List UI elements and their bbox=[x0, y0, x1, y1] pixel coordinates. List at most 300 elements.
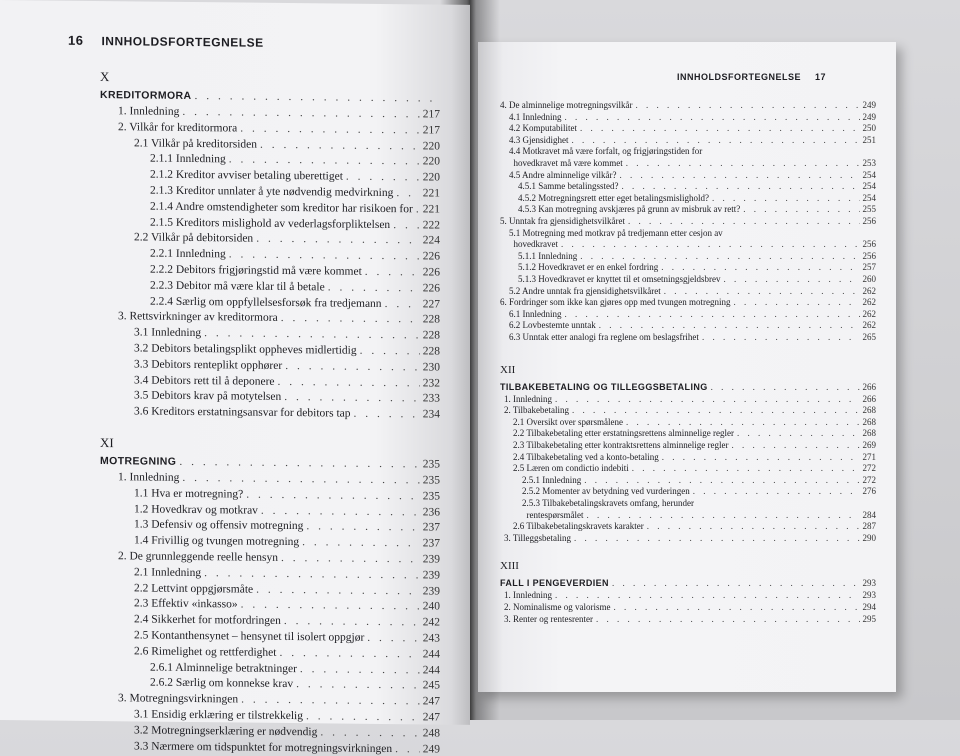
toc-entry-page: 239 bbox=[422, 585, 440, 598]
toc-entry-label: 4.5 Andre alminnelige vilkår? bbox=[509, 169, 617, 180]
toc-leader-dots bbox=[281, 552, 420, 565]
toc-entry-page: 224 bbox=[422, 234, 440, 247]
toc-leader-dots bbox=[279, 647, 419, 660]
toc-entry-page: 243 bbox=[422, 632, 440, 645]
toc-leader-dots bbox=[179, 456, 419, 471]
toc-entry bbox=[134, 342, 440, 357]
toc-leader-dots bbox=[662, 452, 860, 462]
toc-leader-dots bbox=[733, 297, 859, 307]
toc-entry-page: 260 bbox=[862, 274, 876, 284]
toc-leader-dots bbox=[693, 486, 860, 496]
toc-entry-label: 1. Innledning bbox=[504, 393, 552, 404]
toc-entry bbox=[522, 486, 876, 496]
right-page bbox=[478, 42, 896, 692]
toc-entry-label: 1.1 Hva er motregning? bbox=[134, 487, 244, 501]
toc-entry bbox=[509, 228, 876, 238]
toc-entry-page: 240 bbox=[422, 600, 440, 613]
toc-leader-dots bbox=[647, 521, 860, 531]
toc-leader-dots bbox=[572, 135, 860, 145]
toc-entry-label: hovedkravet bbox=[513, 239, 558, 250]
toc-leader-dots bbox=[572, 405, 860, 415]
toc-leader-dots bbox=[360, 345, 420, 358]
toc-entry-page: 222 bbox=[422, 219, 440, 232]
toc-entry-label: 4.5.1 Samme betalingssted? bbox=[518, 181, 619, 192]
toc-leader-dots bbox=[240, 122, 420, 136]
toc-entry-label: 3.2 Debitors betalingsplikt oppheves midlertidig bbox=[134, 342, 357, 357]
toc-entry-label: 3. Motregningsvirkningen bbox=[118, 692, 239, 706]
chapter-title-row bbox=[100, 455, 440, 471]
toc-entry-page: 217 bbox=[422, 124, 440, 137]
toc-entry-page: 247 bbox=[422, 711, 440, 724]
toc-leader-dots bbox=[395, 743, 420, 755]
toc-leader-dots bbox=[396, 187, 419, 199]
toc-entry-label: 2.5.1 Innledning bbox=[522, 474, 582, 485]
toc-entry-page: 230 bbox=[422, 361, 440, 374]
toc-entry-label: 1.4 Frivillig og tvungen motregning bbox=[134, 534, 300, 549]
toc-entry-page: 266 bbox=[862, 393, 876, 404]
toc-leader-dots bbox=[619, 170, 859, 180]
toc-entry-page: 234 bbox=[422, 408, 440, 421]
toc-entry-label: 1. Innledning bbox=[504, 590, 552, 601]
toc-entry-page: 217 bbox=[422, 108, 440, 121]
toc-entry-label: 2.5 Kontanthensynet – hensynet til isolert oppgjør bbox=[134, 629, 365, 644]
toc-entry-page: 293 bbox=[862, 590, 876, 601]
toc-entry bbox=[522, 498, 876, 508]
toc-leader-dots bbox=[261, 504, 420, 518]
toc-entry-label: 4.1 Innledning bbox=[509, 111, 562, 122]
toc-entry-page: 235 bbox=[422, 490, 440, 503]
toc-entry-page: 272 bbox=[862, 463, 876, 474]
toc-entry bbox=[118, 550, 440, 565]
toc-entry-page: 220 bbox=[422, 155, 440, 168]
toc-entry-label: 4.5.2 Motregningsrett etter eget betalingsmislighold? bbox=[518, 192, 709, 203]
toc-entry-label: 4.4 Motkravet må være forfalt, og frigjøringstiden for bbox=[509, 146, 703, 157]
toc-entry bbox=[500, 216, 876, 226]
toc-entry bbox=[150, 153, 440, 168]
toc-entry bbox=[118, 692, 440, 707]
toc-entry-label: 2.2 Vilkår på debitorsiden bbox=[134, 231, 254, 246]
toc-entry bbox=[150, 200, 440, 215]
toc-entry bbox=[509, 309, 876, 319]
toc-entry-label: 5.1.3 Hovedkravet er knyttet til et omsetningsgjeldsbrev bbox=[518, 274, 721, 284]
toc-entry-page: 287 bbox=[862, 521, 876, 532]
toc-entry-label: 5.1.2 Hovedkravet er en enkel fordring bbox=[518, 262, 659, 273]
toc-entry-label: 2.6 Rimelighet og rettferdighet bbox=[134, 645, 277, 659]
chapter-title: FALL I PENGEVERDIEN bbox=[500, 578, 609, 589]
toc-entry-label: 5. Unntak fra gjensidighetsvilkåret bbox=[500, 216, 625, 226]
toc-entry-label: 2.1 Innledning bbox=[134, 566, 202, 579]
toc-leader-dots bbox=[328, 281, 420, 294]
toc-entry-label: 2.2.2 Debitors frigjøringstid må være kommet bbox=[150, 263, 362, 278]
toc-leader-dots bbox=[256, 583, 420, 597]
toc-entry bbox=[513, 428, 876, 438]
toc-leader-dots bbox=[246, 488, 420, 502]
toc-leader-dots bbox=[565, 112, 860, 122]
toc-entry bbox=[150, 295, 440, 310]
toc-entry-page: 251 bbox=[862, 134, 876, 145]
toc-leader-dots bbox=[723, 274, 859, 284]
toc-entry-page: 233 bbox=[422, 392, 440, 405]
toc-leader-dots bbox=[281, 312, 420, 325]
toc-leader-dots bbox=[300, 663, 420, 676]
toc-entry-label: 2.6.2 Særlig om konnekse krav bbox=[150, 676, 294, 691]
toc-leader-dots bbox=[584, 475, 859, 485]
chapter-title: TILBAKEBETALING OG TILLEGGSBETALING bbox=[500, 381, 708, 392]
toc-entry bbox=[509, 332, 876, 342]
toc-entry-page: 253 bbox=[862, 158, 876, 168]
chapter-title-page: 235 bbox=[422, 458, 440, 471]
toc-leader-dots bbox=[195, 90, 437, 105]
toc-entry bbox=[513, 440, 876, 450]
toc-leader-dots bbox=[621, 181, 859, 191]
toc-entry-page: 268 bbox=[862, 428, 876, 439]
toc-entry-label: 2.4 Sikkerhet for motfordringen bbox=[134, 613, 281, 628]
toc-entry bbox=[150, 248, 440, 263]
toc-entry-label: 3.1 Ensidig erklæring er tilstrekkelig bbox=[134, 708, 303, 723]
toc-entry bbox=[134, 232, 440, 247]
toc-entry-page: 268 bbox=[862, 405, 876, 416]
toc-entry bbox=[504, 590, 876, 600]
chapter-title: KREDITORMORA bbox=[100, 89, 192, 103]
toc-entry-label: 2.1.2 Kreditor avviser betaling uberettiget bbox=[150, 168, 343, 183]
toc-entry-page: 257 bbox=[862, 262, 876, 273]
chapter-number: XII bbox=[500, 363, 516, 376]
toc-entry-label: 1. Innledning bbox=[118, 105, 180, 118]
toc-entry bbox=[134, 582, 440, 597]
toc-entry-label: 2.1.5 Kreditors mislighold av vederlagsforpliktelsen bbox=[150, 216, 391, 231]
toc-entry bbox=[518, 193, 876, 203]
toc-entry-page: 227 bbox=[422, 298, 440, 311]
left-running-head bbox=[68, 33, 264, 50]
toc-entry-label: 6.2 Lovbestemte unntak bbox=[509, 320, 596, 331]
chapter-title-page: 293 bbox=[862, 578, 876, 589]
toc-entry-page: 262 bbox=[862, 308, 876, 319]
toc-leader-dots bbox=[204, 327, 420, 341]
toc-entry-page: 232 bbox=[422, 377, 440, 390]
toc-entry-label: 2.1.1 Innledning bbox=[150, 152, 226, 166]
toc-leader-dots bbox=[260, 138, 420, 152]
toc-entry bbox=[509, 146, 876, 156]
right-running-head bbox=[677, 72, 826, 82]
toc-leader-dots bbox=[284, 391, 420, 404]
toc-entry-label: 3.1 Innledning bbox=[134, 326, 202, 340]
toc-entry-page: 250 bbox=[862, 123, 876, 134]
toc-leader-dots bbox=[182, 472, 419, 486]
toc-entry bbox=[522, 475, 876, 485]
toc-leader-dots bbox=[661, 262, 859, 272]
toc-leader-dots bbox=[393, 219, 420, 231]
toc-entry bbox=[134, 724, 440, 739]
toc-entry bbox=[134, 390, 440, 405]
toc-entry-page: 220 bbox=[422, 140, 440, 153]
chapter-number: XIII bbox=[500, 560, 519, 573]
toc-leader-dots bbox=[628, 216, 860, 226]
toc-entry-page: 221 bbox=[422, 203, 440, 216]
toc-entry bbox=[134, 598, 440, 613]
toc-entry-page: 247 bbox=[422, 695, 440, 708]
toc-entry-label: 4.3 Gjensidighet bbox=[509, 134, 569, 145]
toc-entry bbox=[504, 602, 876, 612]
toc-leader-dots bbox=[731, 440, 859, 450]
toc-entry bbox=[509, 320, 876, 330]
toc-leader-dots bbox=[241, 599, 420, 613]
toc-leader-dots bbox=[737, 428, 860, 438]
left-page-number: 16 bbox=[68, 32, 84, 48]
toc-entry-page: 265 bbox=[862, 332, 876, 342]
toc-entry bbox=[514, 239, 877, 249]
toc-entry bbox=[134, 358, 440, 373]
toc-leader-dots bbox=[626, 417, 860, 427]
toc-entry bbox=[509, 123, 876, 133]
toc-entry-label: 5.1 Motregning med motkrav på tredjemann etter cesjon av bbox=[509, 227, 723, 238]
toc-entry-page: 256 bbox=[862, 250, 876, 261]
toc-entry-page: 242 bbox=[422, 616, 440, 629]
toc-entry-page: 276 bbox=[862, 486, 876, 497]
toc-leader-dots bbox=[580, 123, 860, 133]
toc-entry bbox=[118, 121, 440, 136]
toc-leader-dots bbox=[561, 239, 860, 249]
toc-leader-dots bbox=[565, 309, 860, 319]
toc-entry-label: 2.5.3 Tilbakebetalingskravets omfang, herunder bbox=[522, 498, 694, 508]
toc-entry-label: 6.3 Unntak etter analogi fra reglene om beslagsfrihet bbox=[509, 332, 699, 342]
toc-entry bbox=[527, 510, 877, 520]
toc-entry bbox=[134, 645, 440, 660]
toc-entry-label: 3.5 Debitors krav på motytelsen bbox=[134, 389, 282, 404]
toc-entry-page: 255 bbox=[862, 204, 876, 215]
toc-entry-page: 239 bbox=[422, 553, 440, 566]
toc-entry-page: 239 bbox=[422, 569, 440, 582]
toc-leader-dots bbox=[385, 298, 420, 310]
toc-entry-page: 256 bbox=[862, 216, 876, 226]
toc-entry-label: 4. De alminnelige motregningsvilkår bbox=[500, 100, 633, 110]
toc-entry-page: 262 bbox=[862, 320, 876, 331]
toc-leader-dots bbox=[743, 204, 859, 214]
toc-entry bbox=[513, 463, 876, 473]
chapter-title-page: 266 bbox=[862, 381, 876, 392]
toc-entry-page: 290 bbox=[862, 532, 876, 543]
toc-leader-dots bbox=[320, 726, 419, 739]
toc-entry bbox=[118, 105, 440, 120]
toc-entry-page: 226 bbox=[422, 282, 440, 295]
toc-entry-page: 244 bbox=[422, 648, 440, 661]
toc-entry-label: 2.6.1 Alminnelige betraktninger bbox=[150, 661, 297, 675]
toc-entry-page: 245 bbox=[422, 679, 440, 692]
toc-entry bbox=[150, 677, 440, 692]
toc-leader-dots bbox=[278, 376, 420, 389]
toc-entry-page: 228 bbox=[422, 345, 440, 358]
toc-entry-page: 220 bbox=[422, 171, 440, 184]
toc-entry bbox=[134, 614, 440, 629]
toc-entry-label: 2.2 Lettvint oppgjørsmåte bbox=[134, 581, 254, 596]
right-running-head-title: INNHOLDSFORTEGNELSE bbox=[676, 72, 801, 82]
toc-leader-dots bbox=[182, 106, 419, 120]
toc-entry-label: 2.2 Tilbakebetaling etter erstatningsrettens alminnelige regler bbox=[513, 428, 734, 439]
toc-entry-page: 249 bbox=[862, 100, 876, 110]
toc-entry bbox=[150, 264, 440, 279]
toc-leader-dots bbox=[346, 171, 420, 184]
toc-entry-page: 226 bbox=[422, 250, 440, 263]
toc-entry bbox=[134, 708, 440, 723]
toc-entry-label: 2.1 Oversikt over spørsmålene bbox=[513, 416, 623, 427]
toc-leader-dots bbox=[229, 154, 420, 168]
toc-entry-page: 295 bbox=[862, 613, 876, 624]
toc-entry-label: 2.4 Tilbakebetaling ved a konto-betaling bbox=[513, 451, 659, 462]
toc-entry-page: 262 bbox=[862, 297, 876, 308]
toc-entry-label: 2.2.4 Særlig om oppfyllelsesforsøk fra tredjemann bbox=[150, 295, 382, 310]
toc-entry-label: 3.2 Motregningserklæring er nødvendig bbox=[134, 724, 318, 739]
toc-entry-page: 294 bbox=[862, 602, 876, 612]
toc-entry bbox=[150, 169, 440, 184]
toc-entry-page: 235 bbox=[422, 474, 440, 487]
toc-entry-label: 3.6 Kreditors erstatningsansvar for debitors tap bbox=[134, 405, 351, 420]
toc-entry-page: 256 bbox=[862, 239, 876, 250]
toc-entry-page: 237 bbox=[422, 521, 440, 534]
toc-entry bbox=[504, 533, 876, 543]
toc-entry bbox=[514, 158, 877, 168]
toc-entry-label: 1.3 Defensiv og offensiv motregning bbox=[134, 518, 304, 533]
toc-entry bbox=[134, 327, 440, 342]
toc-entry-label: 3. Renter og rentesrenter bbox=[504, 613, 593, 624]
toc-entry-label: 2.2.1 Innledning bbox=[150, 247, 226, 261]
toc-entry bbox=[134, 503, 440, 518]
toc-entry-page: 262 bbox=[862, 285, 876, 296]
left-page bbox=[0, 0, 470, 756]
toc-entry-page: 254 bbox=[862, 169, 876, 180]
toc-entry bbox=[134, 535, 440, 550]
toc-entry bbox=[134, 740, 440, 755]
toc-entry bbox=[150, 279, 440, 294]
toc-entry bbox=[509, 112, 876, 122]
toc-leader-dots bbox=[256, 233, 420, 247]
toc-leader-dots bbox=[555, 394, 860, 404]
toc-leader-dots bbox=[296, 678, 420, 691]
toc-entry-label: 3.3 Debitors renteplikt opphører bbox=[134, 358, 283, 372]
toc-entry bbox=[118, 471, 440, 486]
toc-entry-label: rentespørsmålet bbox=[526, 509, 584, 520]
toc-leader-dots bbox=[204, 567, 420, 581]
toc-entry bbox=[518, 262, 876, 272]
toc-entry-label: hovedkravet må være kommet bbox=[513, 158, 623, 168]
toc-entry bbox=[518, 204, 876, 214]
toc-leader-dots bbox=[354, 408, 420, 421]
right-page-number: 17 bbox=[814, 72, 826, 82]
toc-entry-label: 3. Tilleggsbetaling bbox=[504, 532, 572, 543]
toc-entry bbox=[134, 374, 440, 389]
toc-entry bbox=[134, 487, 440, 502]
toc-entry bbox=[118, 311, 440, 326]
toc-entry-label: 2.3 Tilbakebetaling etter kontraktsrettens alminnelige regler bbox=[513, 440, 729, 450]
toc-entry-label: 2.2.3 Debitor må være klar til å betale bbox=[150, 279, 325, 294]
chapter-title-row bbox=[500, 382, 876, 392]
toc-entry-label: 2.5 Læren om condictio indebiti bbox=[513, 463, 629, 474]
toc-entry bbox=[513, 521, 876, 531]
toc-entry-page: 237 bbox=[422, 537, 440, 550]
toc-entry bbox=[504, 614, 876, 624]
toc-leader-dots bbox=[599, 320, 860, 330]
toc-leader-dots bbox=[712, 193, 860, 203]
toc-entry-page: 221 bbox=[422, 187, 440, 200]
toc-entry-label: 2.5.2 Momenter av betydning ved vurderingen bbox=[522, 486, 690, 497]
chapter-number: X bbox=[100, 69, 110, 85]
toc-leader-dots bbox=[284, 615, 420, 628]
left-running-head-title: INNHOLDSFORTEGNELSE bbox=[101, 34, 264, 50]
toc-entry-page: 272 bbox=[862, 474, 876, 485]
toc-entry-label: 2. Nominalisme og valorisme bbox=[504, 602, 611, 612]
toc-entry bbox=[504, 394, 876, 404]
toc-entry bbox=[513, 417, 876, 427]
toc-leader-dots bbox=[613, 602, 859, 612]
toc-entry-page: 271 bbox=[862, 451, 876, 462]
toc-entry bbox=[509, 286, 876, 296]
toc-entry-page: 228 bbox=[422, 313, 440, 326]
toc-leader-dots bbox=[555, 590, 860, 600]
toc-entry bbox=[134, 137, 440, 152]
toc-leader-dots bbox=[626, 158, 860, 168]
toc-entry-page: 226 bbox=[422, 266, 440, 279]
toc-entry-label: 4.5.3 Kan motregning avskjæres på grunn av misbruk av rett? bbox=[518, 204, 741, 215]
toc-entry bbox=[518, 274, 876, 284]
toc-entry-label: 1.2 Hovedkrav og motkrav bbox=[134, 502, 258, 517]
toc-entry-label: 3.4 Debitors rett til å deponere bbox=[134, 373, 275, 388]
toc-entry-page: 244 bbox=[422, 664, 440, 677]
toc-entry-label: 2. De grunnleggende reelle hensyn bbox=[118, 550, 278, 564]
toc-entry-label: 3. Rettsvirkninger av kreditormora bbox=[118, 310, 278, 325]
chapter-title-row bbox=[500, 578, 876, 588]
toc-entry-page: 284 bbox=[862, 509, 876, 520]
toc-leader-dots bbox=[306, 521, 419, 534]
toc-entry-label: 2. Vilkår for kreditormora bbox=[118, 121, 238, 135]
toc-leader-dots bbox=[664, 286, 860, 296]
toc-leader-dots bbox=[229, 249, 420, 263]
toc-entry-label: 1. Innledning bbox=[118, 471, 180, 484]
toc-entry-page: 268 bbox=[862, 416, 876, 427]
toc-entry bbox=[504, 405, 876, 415]
toc-entry-page: 254 bbox=[862, 181, 876, 192]
toc-entry bbox=[518, 181, 876, 191]
toc-leader-dots bbox=[596, 614, 860, 624]
toc-entry-label: 2. Tilbakebetaling bbox=[504, 405, 569, 416]
toc-leader-dots bbox=[302, 536, 420, 549]
toc-entry-page: 254 bbox=[862, 192, 876, 203]
toc-leader-dots bbox=[586, 510, 859, 520]
toc-entry bbox=[509, 135, 876, 145]
toc-entry-label: 2.3 Effektiv «inkasso» bbox=[134, 597, 238, 611]
toc-leader-dots bbox=[285, 360, 420, 373]
toc-leader-dots bbox=[306, 710, 420, 723]
toc-leader-dots bbox=[635, 100, 859, 110]
toc-entry-page: 248 bbox=[422, 727, 440, 740]
toc-leader-dots bbox=[241, 694, 420, 708]
toc-entry bbox=[518, 251, 876, 261]
toc-entry-page: 249 bbox=[862, 111, 876, 122]
toc-entry bbox=[509, 170, 876, 180]
toc-entry bbox=[150, 185, 440, 200]
toc-leader-dots bbox=[367, 632, 419, 645]
toc-entry-page: 249 bbox=[422, 743, 440, 756]
toc-leader-dots bbox=[574, 533, 859, 543]
toc-entry-label: 6.1 Innledning bbox=[509, 308, 562, 319]
chapter-number: XI bbox=[100, 435, 114, 451]
toc-leader-dots bbox=[711, 382, 860, 392]
toc-entry-page: 269 bbox=[862, 440, 876, 450]
toc-entry bbox=[134, 406, 440, 421]
toc-entry-label: 2.1 Vilkår på kreditorsiden bbox=[134, 136, 258, 151]
toc-leader-dots bbox=[632, 463, 860, 473]
toc-leader-dots bbox=[580, 251, 859, 261]
toc-entry-label: 2.1.3 Kreditor unnlater å yte nødvendig medvirkning bbox=[150, 184, 394, 200]
toc-entry bbox=[500, 100, 876, 110]
chapter-title: MOTREGNING bbox=[100, 455, 177, 468]
